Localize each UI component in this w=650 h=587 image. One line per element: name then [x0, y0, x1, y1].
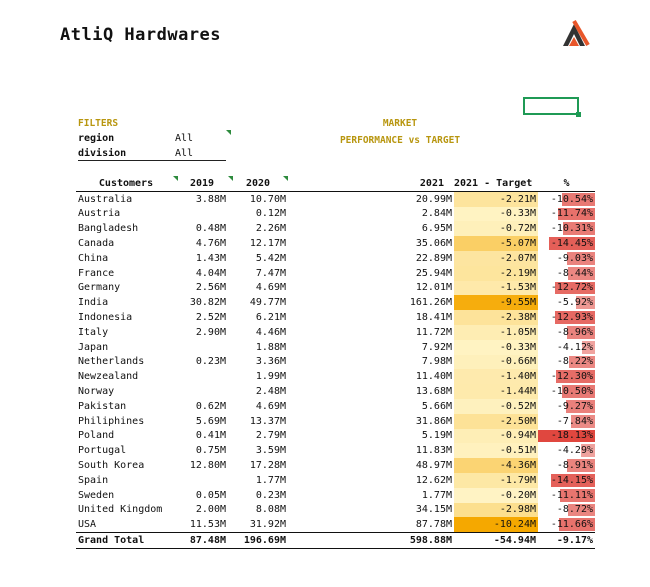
- selected-cell-indicator[interactable]: [523, 97, 579, 115]
- table-row: [76, 295, 595, 310]
- filter-value-region[interactable]: All: [175, 133, 194, 144]
- col-header-2021-target[interactable]: 2021 - Target: [454, 176, 538, 191]
- cell-2020[interactable]: 1.99M: [255, 371, 286, 383]
- cell-customer[interactable]: Poland: [78, 430, 115, 442]
- table-row: [76, 473, 595, 488]
- cell-2019[interactable]: 5.69M: [195, 415, 226, 427]
- cell-2021[interactable]: 13.68M: [415, 386, 452, 398]
- cell-2021[interactable]: 31.86M: [415, 415, 452, 427]
- app-title: AtliQ Hardwares: [60, 25, 222, 45]
- cell-2019[interactable]: 1.43M: [195, 252, 226, 264]
- cell-2020[interactable]: 10.70M: [249, 193, 286, 205]
- cell-2021[interactable]: 34.15M: [415, 504, 452, 516]
- pct-text: -8.96%: [556, 326, 593, 338]
- pct-text: -10.50%: [550, 386, 593, 398]
- cell-customer[interactable]: Canada: [78, 238, 115, 250]
- cell-customer[interactable]: Philiphines: [78, 415, 145, 427]
- cell-2019[interactable]: [176, 473, 228, 488]
- cell-pct[interactable]: [538, 488, 595, 503]
- atliq-logo-icon: [560, 18, 592, 48]
- table-row: [76, 429, 595, 444]
- cell-2019[interactable]: 11.53M: [189, 519, 226, 531]
- cell-2021[interactable]: 5.66M: [421, 400, 452, 412]
- cell-2020[interactable]: 1.88M: [255, 341, 286, 353]
- cell-2019[interactable]: 4.04M: [195, 267, 226, 279]
- pct-text: -7.84%: [556, 415, 593, 427]
- total-pct[interactable]: -9.17%: [538, 533, 595, 549]
- cell-diff[interactable]: -0.33M: [454, 340, 538, 355]
- cell-pct[interactable]: [538, 310, 595, 325]
- cell-pct[interactable]: [538, 340, 595, 355]
- pct-text: -11.66%: [550, 519, 593, 531]
- cell-2020[interactable]: 17.28M: [249, 460, 286, 472]
- table-row: [76, 340, 595, 355]
- cell-2019[interactable]: [176, 384, 228, 399]
- cell-customer[interactable]: Netherlands: [78, 356, 145, 368]
- cell-2021[interactable]: 6.95M: [421, 223, 452, 235]
- cell-pct[interactable]: [538, 281, 595, 296]
- col-header-2020[interactable]: 2020: [228, 176, 288, 191]
- cell-pct[interactable]: [538, 251, 595, 266]
- cell-pct[interactable]: [538, 429, 595, 444]
- cell-diff[interactable]: -1.40M: [454, 369, 538, 384]
- cell-pct[interactable]: [538, 473, 595, 488]
- table-row: [76, 443, 595, 458]
- pct-text: -11.11%: [550, 489, 593, 501]
- cell-2019[interactable]: 0.75M: [195, 445, 226, 457]
- cell-diff[interactable]: -0.52M: [454, 399, 538, 414]
- cell-2020[interactable]: 8.08M: [255, 504, 286, 516]
- cell-2020[interactable]: 2.26M: [255, 223, 286, 235]
- cell-2019[interactable]: 12.80M: [189, 460, 226, 472]
- pct-text: -9.03%: [556, 252, 593, 264]
- cell-customer[interactable]: India: [78, 297, 109, 309]
- pct-text: -8.44%: [556, 267, 593, 279]
- cell-customer[interactable]: Germany: [78, 282, 121, 294]
- cell-2020[interactable]: 3.59M: [255, 445, 286, 457]
- cell-2019[interactable]: 0.62M: [195, 400, 226, 412]
- cell-2021[interactable]: 11.72M: [415, 326, 452, 338]
- table-body: [76, 191, 595, 532]
- cell-pct[interactable]: [538, 443, 595, 458]
- cell-2019[interactable]: 0.41M: [195, 430, 226, 442]
- total-2020[interactable]: 196.69M: [228, 533, 288, 549]
- cell-2020[interactable]: 49.77M: [249, 297, 286, 309]
- cell-diff[interactable]: -0.72M: [454, 221, 538, 236]
- cell-2021[interactable]: 161.26M: [409, 297, 452, 309]
- cell-2020[interactable]: 2.48M: [255, 386, 286, 398]
- cell-customer[interactable]: Sweden: [78, 489, 115, 501]
- cell-customer[interactable]: Newzealand: [78, 371, 139, 383]
- cell-pct[interactable]: [538, 369, 595, 384]
- cell-2019[interactable]: 2.56M: [195, 282, 226, 294]
- cell-diff[interactable]: -1.53M: [454, 281, 538, 296]
- performance-table: [76, 176, 595, 549]
- cell-diff[interactable]: -9.55M: [454, 295, 538, 310]
- total-diff[interactable]: -54.94M: [454, 533, 538, 549]
- cell-2020[interactable]: 12.17M: [249, 238, 286, 250]
- cell-2020[interactable]: 4.46M: [255, 326, 286, 338]
- cell-2019[interactable]: [176, 369, 228, 384]
- table-row: [76, 236, 595, 251]
- pct-text: -9.27%: [556, 400, 593, 412]
- table-header-row: [76, 176, 595, 191]
- cell-customer[interactable]: China: [78, 252, 109, 264]
- cell-2020[interactable]: 0.12M: [255, 208, 286, 220]
- table-row: [76, 414, 595, 429]
- cell-2021[interactable]: 35.06M: [415, 238, 452, 250]
- cell-customer[interactable]: Bangladesh: [78, 223, 139, 235]
- table-row: [76, 281, 595, 296]
- cell-diff[interactable]: -0.20M: [454, 488, 538, 503]
- pct-text: -10.31%: [550, 223, 593, 235]
- cell-2021[interactable]: 48.97M: [415, 460, 452, 472]
- table-row: [76, 325, 595, 340]
- cell-2021[interactable]: 20.99M: [415, 193, 452, 205]
- cell-pct[interactable]: [538, 414, 595, 429]
- cell-2019[interactable]: [176, 207, 228, 222]
- pct-text: -14.15%: [550, 474, 593, 486]
- cell-2020[interactable]: 5.42M: [255, 252, 286, 264]
- cell-2021[interactable]: 87.78M: [415, 519, 452, 531]
- cell-pct[interactable]: [538, 517, 595, 532]
- cell-2021[interactable]: 7.98M: [421, 356, 452, 368]
- filter-separator: [78, 160, 226, 161]
- cell-2019[interactable]: 4.76M: [195, 238, 226, 250]
- grand-total-row: [76, 533, 595, 549]
- pct-text: -5.92%: [556, 297, 593, 309]
- cell-2019[interactable]: 30.82M: [189, 297, 226, 309]
- cell-2020[interactable]: 4.69M: [255, 400, 286, 412]
- pct-text: -12.30%: [550, 371, 593, 383]
- cell-2020[interactable]: 13.37M: [249, 415, 286, 427]
- cell-pct[interactable]: [538, 355, 595, 370]
- pct-text: -14.45%: [550, 238, 593, 250]
- cell-2019[interactable]: 0.05M: [195, 489, 226, 501]
- filter-label-region: region: [78, 133, 115, 144]
- cell-diff[interactable]: -1.79M: [454, 473, 538, 488]
- cell-pct[interactable]: [538, 399, 595, 414]
- cell-2020[interactable]: 7.47M: [255, 267, 286, 279]
- cell-2021[interactable]: 12.01M: [415, 282, 452, 294]
- cell-diff[interactable]: -2.21M: [454, 191, 538, 206]
- filters-title: FILTERS: [78, 118, 119, 129]
- col-header-2019[interactable]: 2019: [176, 176, 228, 191]
- pct-text: -12.72%: [550, 282, 593, 294]
- table-row: [76, 251, 595, 266]
- table-row: [76, 458, 595, 473]
- pct-text: -8.91%: [556, 460, 593, 472]
- table-row: [76, 310, 595, 325]
- cell-diff[interactable]: -1.05M: [454, 325, 538, 340]
- filter-value-division[interactable]: All: [175, 148, 194, 159]
- cell-2021[interactable]: 12.62M: [415, 474, 452, 486]
- cell-comment-marker: [226, 130, 231, 135]
- pct-text: -12.93%: [550, 312, 593, 324]
- cell-diff[interactable]: -0.94M: [454, 429, 538, 444]
- cell-diff[interactable]: -10.24M: [454, 517, 538, 532]
- pct-text: -11.74%: [550, 208, 593, 220]
- cell-customer[interactable]: Indonesia: [78, 312, 133, 324]
- pct-text: -18.13%: [550, 430, 593, 442]
- cell-diff[interactable]: -0.66M: [454, 355, 538, 370]
- cell-2020[interactable]: 2.79M: [255, 430, 286, 442]
- cell-2020[interactable]: 4.69M: [255, 282, 286, 294]
- table-row: [76, 221, 595, 236]
- cell-2021[interactable]: 25.94M: [415, 267, 452, 279]
- cell-pct[interactable]: [538, 458, 595, 473]
- cell-customer[interactable]: Australia: [78, 193, 133, 205]
- cell-2020[interactable]: 31.92M: [249, 519, 286, 531]
- pct-text: -8.22%: [556, 356, 593, 368]
- cell-pct[interactable]: [538, 266, 595, 281]
- cell-2019[interactable]: 2.00M: [195, 504, 226, 516]
- cell-2019[interactable]: 0.48M: [195, 223, 226, 235]
- table-row: [76, 384, 595, 399]
- cell-2021[interactable]: 5.19M: [421, 430, 452, 442]
- cell-2019[interactable]: 2.52M: [195, 312, 226, 324]
- cell-diff[interactable]: -0.51M: [454, 443, 538, 458]
- total-2021[interactable]: 598.88M: [288, 533, 454, 549]
- pct-text: -10.54%: [550, 193, 593, 205]
- cell-pct[interactable]: [538, 384, 595, 399]
- cell-customer[interactable]: Japan: [78, 341, 109, 353]
- pct-text: -8.72%: [556, 504, 593, 516]
- cell-diff[interactable]: -2.50M: [454, 414, 538, 429]
- cell-diff[interactable]: -0.33M: [454, 207, 538, 222]
- filter-label-division: division: [78, 148, 127, 159]
- col-header-customers[interactable]: Customers: [76, 176, 176, 191]
- cell-2020[interactable]: 1.77M: [255, 474, 286, 486]
- cell-pct[interactable]: [538, 503, 595, 518]
- cell-customer[interactable]: Italy: [78, 326, 109, 338]
- cell-2019[interactable]: 0.23M: [195, 356, 226, 368]
- cell-2021[interactable]: 1.77M: [421, 489, 452, 501]
- cell-2019[interactable]: [176, 340, 228, 355]
- cell-customer[interactable]: Norway: [78, 386, 115, 398]
- cell-pct[interactable]: [538, 325, 595, 340]
- cell-2021[interactable]: 22.89M: [415, 252, 452, 264]
- cell-pct[interactable]: [538, 191, 595, 206]
- cell-customer[interactable]: United Kingdom: [78, 504, 163, 516]
- cell-2021[interactable]: 11.83M: [415, 445, 452, 457]
- cell-customer[interactable]: South Korea: [78, 460, 145, 472]
- table-row: [76, 191, 595, 206]
- cell-pct[interactable]: [538, 221, 595, 236]
- cell-2021[interactable]: 11.40M: [415, 371, 452, 383]
- cell-customer[interactable]: Portugal: [78, 445, 127, 457]
- section-title-performance: PERFORMANCE vs TARGET: [339, 135, 461, 146]
- fill-handle[interactable]: [576, 112, 581, 117]
- cell-pct[interactable]: [538, 236, 595, 251]
- cell-2020[interactable]: 6.21M: [255, 312, 286, 324]
- total-2019[interactable]: 87.48M: [176, 533, 228, 549]
- cell-diff[interactable]: -4.36M: [454, 458, 538, 473]
- cell-customer[interactable]: France: [78, 267, 115, 279]
- table-row: [76, 266, 595, 281]
- cell-diff[interactable]: -2.38M: [454, 310, 538, 325]
- section-title-market: MARKET: [382, 118, 418, 129]
- cell-customer[interactable]: Spain: [78, 474, 109, 486]
- cell-customer[interactable]: Pakistan: [78, 400, 127, 412]
- pct-text: -4.12%: [556, 341, 593, 353]
- cell-pct[interactable]: [538, 207, 595, 222]
- cell-customer[interactable]: Austria: [78, 208, 121, 220]
- cell-diff[interactable]: -2.19M: [454, 266, 538, 281]
- cell-2020[interactable]: 3.36M: [255, 356, 286, 368]
- cell-diff[interactable]: -1.44M: [454, 384, 538, 399]
- cell-2020[interactable]: 0.23M: [255, 489, 286, 501]
- table-row: [76, 517, 595, 532]
- cell-2021[interactable]: 2.84M: [421, 208, 452, 220]
- cell-2019[interactable]: 2.90M: [195, 326, 226, 338]
- cell-2021[interactable]: 18.41M: [415, 312, 452, 324]
- cell-pct[interactable]: [538, 295, 595, 310]
- col-header-2021[interactable]: 2021: [288, 176, 454, 191]
- cell-2019[interactable]: 3.88M: [195, 193, 226, 205]
- cell-diff[interactable]: -2.98M: [454, 503, 538, 518]
- table-row: [76, 355, 595, 370]
- table-row: [76, 399, 595, 414]
- cell-2021[interactable]: 7.92M: [421, 341, 452, 353]
- total-label[interactable]: Grand Total: [76, 533, 176, 549]
- table-row: [76, 488, 595, 503]
- cell-customer[interactable]: USA: [78, 519, 97, 531]
- cell-diff[interactable]: -2.07M: [454, 251, 538, 266]
- table-row: [76, 503, 595, 518]
- table-row: [76, 369, 595, 384]
- table-row: [76, 207, 595, 222]
- pct-text: -4.29%: [556, 445, 593, 457]
- col-header-pct[interactable]: %: [538, 176, 595, 191]
- cell-diff[interactable]: -5.07M: [454, 236, 538, 251]
